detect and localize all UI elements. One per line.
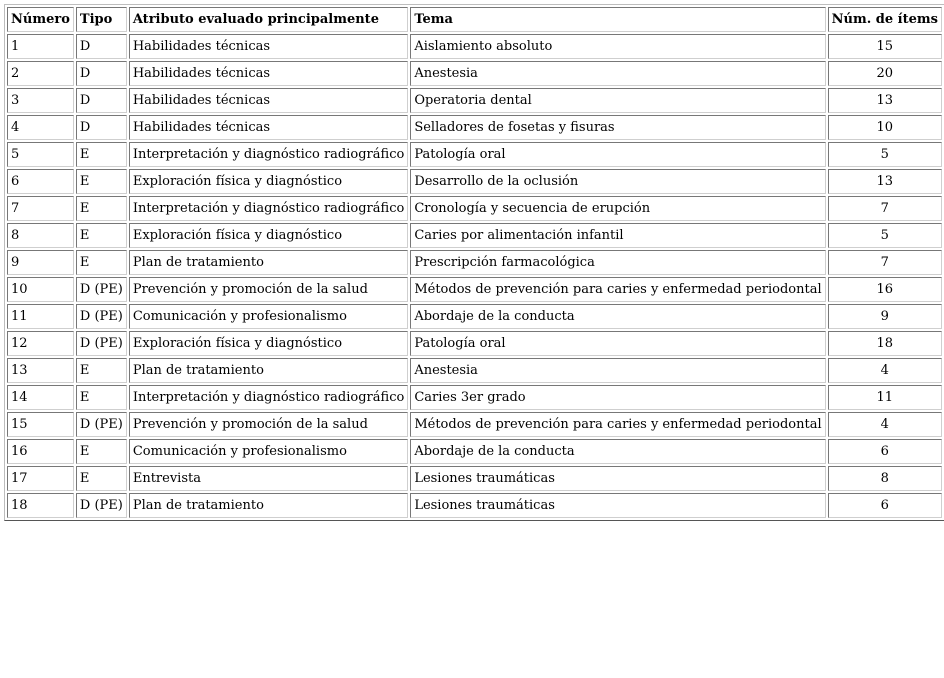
cell-tema: Caries 3er grado bbox=[410, 385, 825, 410]
cell-tema: Patología oral bbox=[410, 142, 825, 167]
table-row bbox=[7, 466, 942, 491]
cell-atributo: Exploración física y diagnóstico bbox=[129, 331, 408, 356]
cell-atributo: Comunicación y profesionalismo bbox=[129, 439, 408, 464]
cell-tipo: E bbox=[76, 169, 127, 194]
header-tipo: Tipo bbox=[76, 7, 127, 32]
cell-items: 5 bbox=[828, 142, 942, 167]
cell-tema: Abordaje de la conducta bbox=[410, 439, 825, 464]
cell-numero: 4 bbox=[7, 115, 74, 140]
cell-numero: 9 bbox=[7, 250, 74, 275]
cell-atributo: Plan de tratamiento bbox=[129, 250, 408, 275]
cell-items: 4 bbox=[828, 358, 942, 383]
cell-numero: 14 bbox=[7, 385, 74, 410]
table-row bbox=[7, 439, 942, 464]
table-row bbox=[7, 115, 942, 140]
header-row bbox=[7, 7, 942, 32]
cell-tipo: D (PE) bbox=[76, 277, 127, 302]
table-row bbox=[7, 250, 942, 275]
cell-numero: 16 bbox=[7, 439, 74, 464]
cell-tipo: E bbox=[76, 439, 127, 464]
cell-items: 6 bbox=[828, 439, 942, 464]
cell-numero: 13 bbox=[7, 358, 74, 383]
cell-numero: 2 bbox=[7, 61, 74, 86]
cell-tipo: E bbox=[76, 466, 127, 491]
cell-numero: 5 bbox=[7, 142, 74, 167]
table-row bbox=[7, 196, 942, 221]
cell-atributo: Interpretación y diagnóstico radiográfico bbox=[129, 196, 408, 221]
cell-atributo: Exploración física y diagnóstico bbox=[129, 169, 408, 194]
cell-atributo: Interpretación y diagnóstico radiográfico bbox=[129, 142, 408, 167]
cell-items: 4 bbox=[828, 412, 942, 437]
cell-tema: Selladores de fosetas y fisuras bbox=[410, 115, 825, 140]
cell-atributo: Plan de tratamiento bbox=[129, 493, 408, 518]
cell-tipo: E bbox=[76, 142, 127, 167]
cell-numero: 7 bbox=[7, 196, 74, 221]
header-tema: Tema bbox=[410, 7, 825, 32]
cell-numero: 18 bbox=[7, 493, 74, 518]
cell-atributo: Exploración física y diagnóstico bbox=[129, 223, 408, 248]
cell-tipo: D bbox=[76, 88, 127, 113]
cell-items: 20 bbox=[828, 61, 942, 86]
cell-tema: Abordaje de la conducta bbox=[410, 304, 825, 329]
cell-tipo: D (PE) bbox=[76, 304, 127, 329]
header-items: Núm. de ítems bbox=[828, 7, 942, 32]
table-row bbox=[7, 34, 942, 59]
cell-atributo: Habilidades técnicas bbox=[129, 61, 408, 86]
cell-tipo: E bbox=[76, 223, 127, 248]
cell-numero: 11 bbox=[7, 304, 74, 329]
cell-items: 8 bbox=[828, 466, 942, 491]
cell-atributo: Habilidades técnicas bbox=[129, 115, 408, 140]
table-container bbox=[4, 4, 944, 521]
cell-atributo: Habilidades técnicas bbox=[129, 34, 408, 59]
table-row bbox=[7, 223, 942, 248]
cell-items: 9 bbox=[828, 304, 942, 329]
header-numero: Número bbox=[7, 7, 74, 32]
cell-atributo: Interpretación y diagnóstico radiográfico bbox=[129, 385, 408, 410]
cell-items: 6 bbox=[828, 493, 942, 518]
table-row bbox=[7, 169, 942, 194]
cell-numero: 15 bbox=[7, 412, 74, 437]
cell-items: 16 bbox=[828, 277, 942, 302]
cell-tema: Métodos de prevención para caries y enfermedad periodontal bbox=[410, 277, 825, 302]
table-row bbox=[7, 88, 942, 113]
cell-items: 7 bbox=[828, 250, 942, 275]
table-row bbox=[7, 61, 942, 86]
cell-numero: 3 bbox=[7, 88, 74, 113]
table-row bbox=[7, 277, 942, 302]
cell-tema: Lesiones traumáticas bbox=[410, 466, 825, 491]
cell-numero: 8 bbox=[7, 223, 74, 248]
header-atributo: Atributo evaluado principalmente bbox=[129, 7, 408, 32]
cell-tema: Métodos de prevención para caries y enfermedad periodontal bbox=[410, 412, 825, 437]
cell-tipo: D bbox=[76, 34, 127, 59]
cell-items: 18 bbox=[828, 331, 942, 356]
cell-items: 7 bbox=[828, 196, 942, 221]
cell-tema: Aislamiento absoluto bbox=[410, 34, 825, 59]
cell-tema: Lesiones traumáticas bbox=[410, 493, 825, 518]
cell-atributo: Habilidades técnicas bbox=[129, 88, 408, 113]
cell-items: 15 bbox=[828, 34, 942, 59]
cell-tema: Operatoria dental bbox=[410, 88, 825, 113]
cell-items: 10 bbox=[828, 115, 942, 140]
cell-items: 13 bbox=[828, 88, 942, 113]
cell-tipo: E bbox=[76, 385, 127, 410]
cell-tipo: D (PE) bbox=[76, 331, 127, 356]
cell-atributo: Prevención y promoción de la salud bbox=[129, 277, 408, 302]
cell-tipo: D (PE) bbox=[76, 493, 127, 518]
cell-numero: 1 bbox=[7, 34, 74, 59]
cell-tipo: E bbox=[76, 196, 127, 221]
table-row bbox=[7, 142, 942, 167]
table-body bbox=[7, 34, 942, 518]
cell-tema: Caries por alimentación infantil bbox=[410, 223, 825, 248]
cell-atributo: Comunicación y profesionalismo bbox=[129, 304, 408, 329]
cell-tema: Patología oral bbox=[410, 331, 825, 356]
cell-tema: Prescripción farmacológica bbox=[410, 250, 825, 275]
cell-tema: Desarrollo de la oclusión bbox=[410, 169, 825, 194]
cell-tipo: E bbox=[76, 358, 127, 383]
cell-atributo: Entrevista bbox=[129, 466, 408, 491]
cell-items: 13 bbox=[828, 169, 942, 194]
cell-atributo: Plan de tratamiento bbox=[129, 358, 408, 383]
stations-table bbox=[4, 4, 944, 521]
cell-items: 5 bbox=[828, 223, 942, 248]
table-row bbox=[7, 385, 942, 410]
table-row bbox=[7, 358, 942, 383]
cell-tipo: D bbox=[76, 115, 127, 140]
cell-numero: 12 bbox=[7, 331, 74, 356]
table-row bbox=[7, 412, 942, 437]
cell-tema: Anestesia bbox=[410, 358, 825, 383]
cell-numero: 6 bbox=[7, 169, 74, 194]
table-header bbox=[7, 7, 942, 32]
cell-tema: Anestesia bbox=[410, 61, 825, 86]
cell-items: 11 bbox=[828, 385, 942, 410]
cell-tipo: D bbox=[76, 61, 127, 86]
cell-tema: Cronología y secuencia de erupción bbox=[410, 196, 825, 221]
cell-numero: 17 bbox=[7, 466, 74, 491]
table-row bbox=[7, 331, 942, 356]
table-row bbox=[7, 493, 942, 518]
cell-tipo: E bbox=[76, 250, 127, 275]
table-row bbox=[7, 304, 942, 329]
cell-numero: 10 bbox=[7, 277, 74, 302]
cell-tipo: D (PE) bbox=[76, 412, 127, 437]
cell-atributo: Prevención y promoción de la salud bbox=[129, 412, 408, 437]
